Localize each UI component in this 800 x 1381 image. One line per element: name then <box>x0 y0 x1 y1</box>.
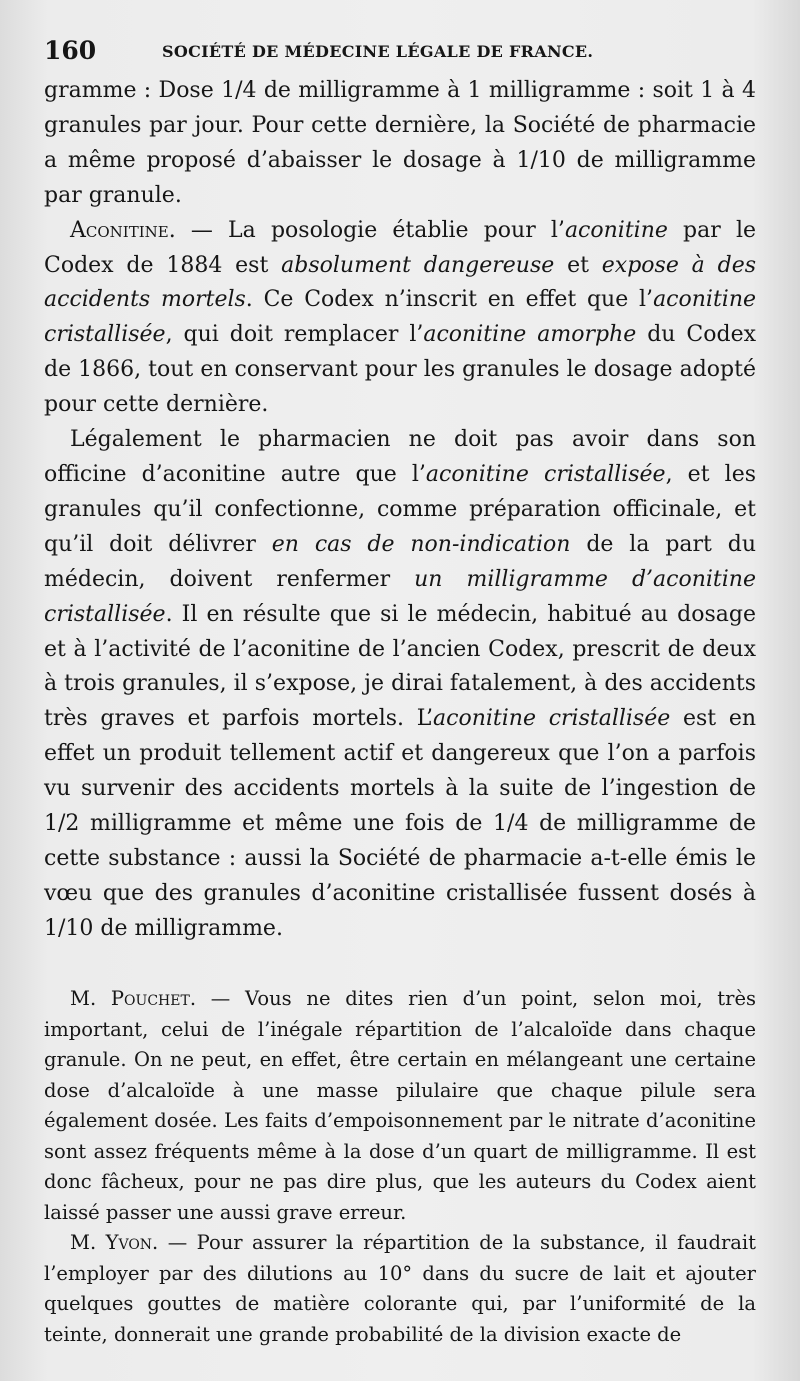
main-text <box>44 74 756 947</box>
page-header <box>44 36 764 70</box>
paragraph-dosage-continuation: gramme : Dose 1/4 de milligramme à 1 milligramme : soit 1 à 4 granules par jour. Pour cette dernière, la Société de pharmacie a même proposé d’abaisser le dosage à 1/10 de milligramme par granule. <box>44 78 756 208</box>
running-head: SOCIÉTÉ DE MÉDECINE LÉGALE DE FRANCE. <box>162 42 594 61</box>
discussion-section <box>44 984 756 1350</box>
page-number: 160 <box>44 36 97 65</box>
speaker-name: M. Pouchet. <box>70 987 197 1010</box>
remark-yvon: M. Yvon. — Pour assurer la répartition de la substance, il faudrait l’employer par des dilutions au 10° dans du sucre de lait et ajouter quelques gouttes de matière colorante qui, par l’uniformité de la teinte, donnerait une grande probabilité de la division exacte de <box>44 1231 756 1346</box>
speaker-name: M. Yvon. <box>70 1231 159 1254</box>
remark-pouchet: M. Pouchet. — Vous ne dites rien d’un point, selon moi, très important, celui de l’inégale répartition de l’alcaloïde dans chaque granule. On ne peut, en effet, être certain en mélangeant une certaine dose d’alcaloïde à une masse pilulaire que chaque pilule sera également dosée. Les faits d’empoisonnement par le nitrate d’aconitine sont assez fréquents même à la dose d’un quart de milligramme. Il est donc fâcheux, pour ne pas dire plus, que les auteurs du Codex aient laissé passer une aussi grave erreur. <box>44 987 757 1224</box>
paragraph-legalement: Légalement le pharmacien ne doit pas avoir dans son officine d’aconitine autre que l’aconitine cristallisée, et les granules qu’il confectionne, comme préparation officinale, et qu’il doit délivrer en cas de non-indication de la part du médecin, doivent renfermer un milligramme d’aconitine cristallisée. Il en résulte que si le médecin, habitué au dosage et à l’activité de l’aconitine de l’ancien Codex, prescrit de deux à trois granules, il s’expose, je dirai fatalement, à des accidents très graves et parfois mortels. L’aconitine cristallisée est en effet un produit tellement actif et dangereux que l’on a parfois vu survenir des accidents mortels à la suite de l’ingestion de 1/2 milligramme et même une fois de 1/4 de milligramme de cette substance : aussi la Société de pharmacie a-t-elle émis le vœu que des granules d’aconitine cristallisée fussent dosés à 1/10 de milligramme. <box>44 427 757 941</box>
paragraph-aconitine: Aconitine. — La posologie établie pour l’aconitine par le Codex de 1884 est absolument dangereuse et expose à des accidents mortels. Ce Codex n’inscrit en effet que l’aconitine cristallisée, qui doit remplacer l’aconitine amorphe du Codex de 1866, tout en conservant pour les granules le dosage adopté pour cette dernière. <box>44 217 757 418</box>
section-lead-aconitine: Aconitine. <box>70 217 176 243</box>
